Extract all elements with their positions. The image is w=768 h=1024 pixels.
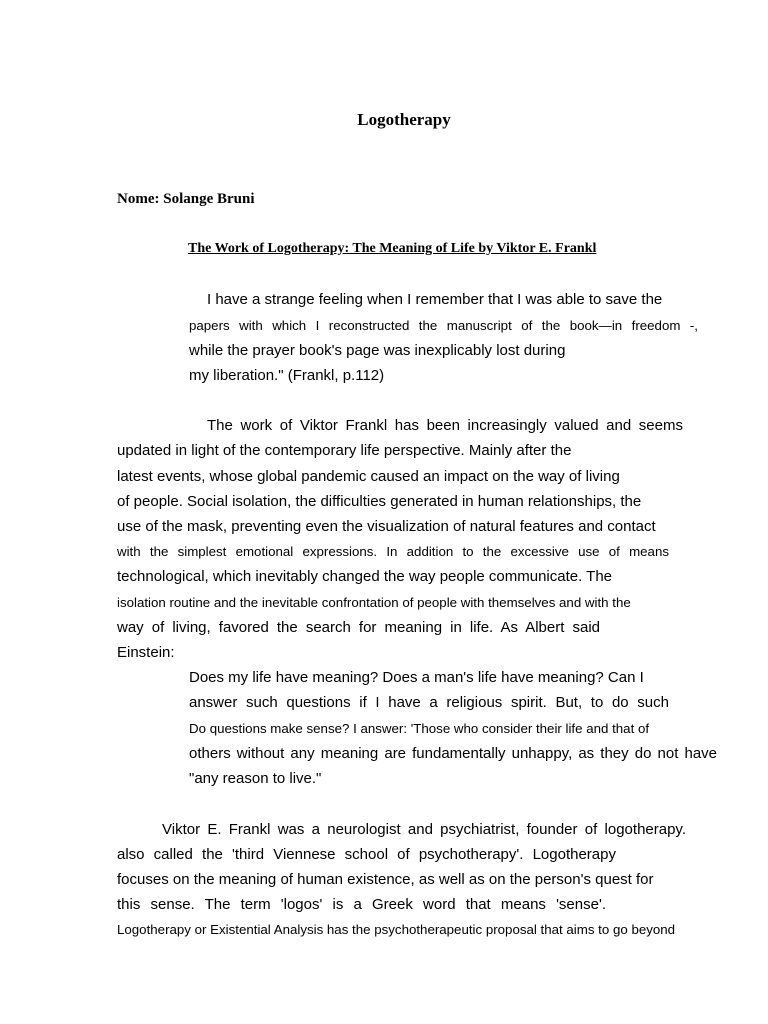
paragraph-line: also called the 'third Viennese school of psychotherapy'. Logotherapy — [117, 846, 616, 863]
quote-line: Do questions make sense? I answer: 'Those who consider their life and that of — [189, 721, 650, 736]
paragraph-line: isolation routine and the inevitable confrontation of people with themselves and with the — [117, 595, 631, 610]
quote-line: "any reason to live." — [189, 770, 322, 787]
paragraph-line: The work of Viktor Frankl has been increasingly valued and seems — [207, 417, 683, 434]
epigraph-line: my liberation." (Frankl, p.112) — [189, 367, 385, 384]
paragraph-line: Viktor E. Frankl was a neurologist and psychiatrist, founder of logotherapy. — [162, 821, 686, 838]
paragraph-line: way of living, favored the search for meaning in life. As Albert said — [117, 619, 600, 636]
paragraph-line: updated in light of the contemporary life perspective. Mainly after the — [117, 442, 572, 459]
paragraph-line: use of the mask, preventing even the visualization of natural features and contact — [117, 518, 656, 535]
quote-line: others without any meaning are fundamentally unhappy, as they do not have — [189, 745, 717, 762]
paragraph-line: of people. Social isolation, the difficulties generated in human relationships, the — [117, 493, 642, 510]
paragraph-line: this sense. The term 'logos' is a Greek word that means 'sense'. — [117, 896, 606, 913]
quote-line: Does my life have meaning? Does a man's life have meaning? Can I — [189, 669, 644, 686]
paragraph-line: Logotherapy or Existential Analysis has the psychotherapeutic proposal that aims to go beyond — [117, 922, 676, 937]
epigraph-line: I have a strange feeling when I remember that I was able to save the — [207, 291, 663, 308]
paragraph-line: focuses on the meaning of human existence, as well as on the person's quest for — [117, 871, 654, 888]
author-line: Nome: Solange Bruni — [117, 191, 255, 207]
paragraph-line: with the simplest emotional expressions. In addition to the excessive use of means — [117, 544, 669, 559]
quote-line: answer such questions if I have a religious spirit. But, to do such — [189, 694, 669, 711]
epigraph-line: papers with which I reconstructed the manuscript of the book—in freedom -, — [189, 318, 698, 333]
paragraph-line: technological, which inevitably changed the way people communicate. The — [117, 568, 613, 585]
epigraph-line: while the prayer book's page was inexplicably lost during — [189, 342, 566, 359]
document-subtitle: The Work of Logotherapy: The Meaning of Life by Viktor E. Frankl — [188, 241, 597, 256]
document-title: Logotherapy — [357, 110, 451, 129]
paragraph-line: latest events, whose global pandemic caused an impact on the way of living — [117, 468, 620, 485]
paragraph-line: Einstein: — [117, 644, 175, 661]
